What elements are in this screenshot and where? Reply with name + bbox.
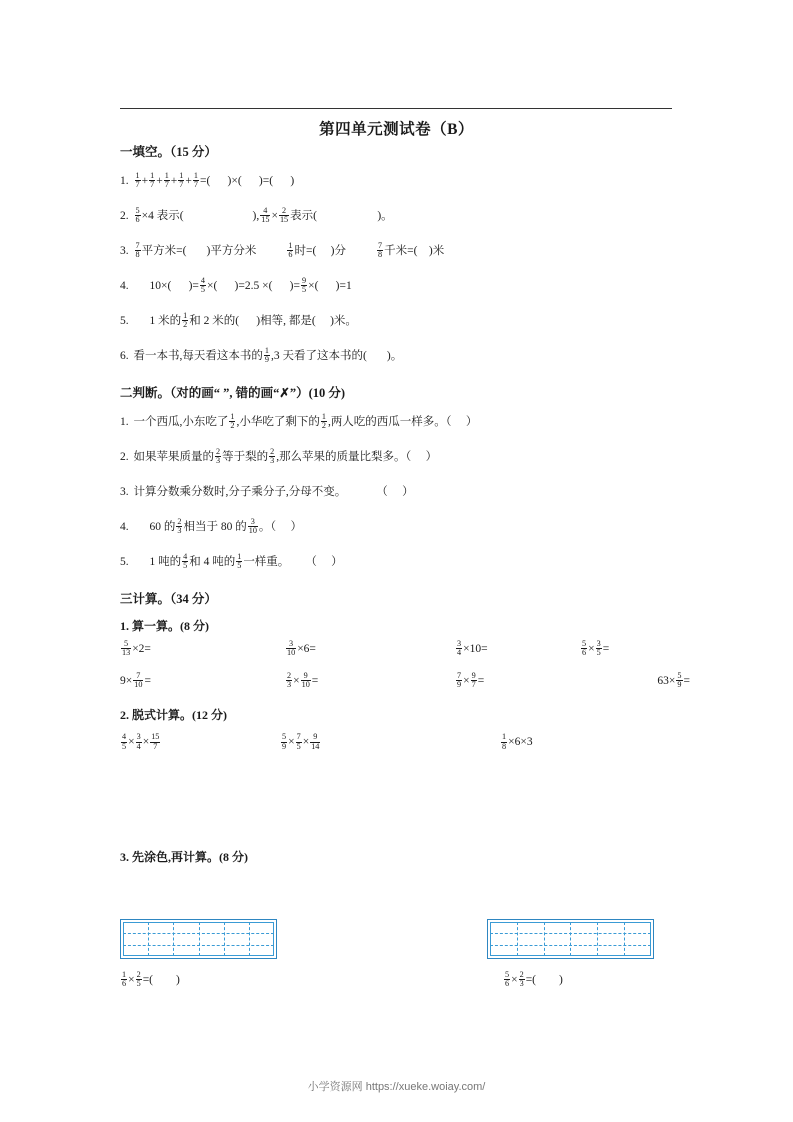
- section-heading-fill: 一填空。（15 分）: [120, 145, 217, 159]
- calc-item: $\frac{4}{5}$ × $\frac{3}{4}$ × $\frac{15}{7}$: [122, 731, 160, 751]
- question-judge-3: 3. 计算分数乘分数时,分子乘分子,分母不变。 （ ）: [120, 486, 414, 498]
- calc-item: 63× $\frac{5}{9}$ =: [657, 670, 690, 690]
- calc-item: $\frac{2}{3}$ × $\frac{9}{10}$ =: [287, 670, 319, 690]
- worksheet-content: [120, 142, 690, 871]
- color-grid-right[interactable]: [487, 919, 654, 959]
- subsection-heading-2: 2. 脱式计算。(12 分): [120, 708, 227, 723]
- calc-row-3: [120, 733, 680, 751]
- calc-item: $\frac{7}{9}$ × $\frac{9}{7}$ =: [457, 670, 485, 690]
- question-judge-5: 5. 1 吨的 $\frac{4}{5}$ 和 4 吨的 $\frac{1}{5}$ 一样重。 （ ）: [120, 551, 343, 571]
- color-expr-right: $\frac{5}{6}$ × $\frac{2}{3}$ =( ): [505, 969, 563, 989]
- page-title: 第四单元测试卷（B）: [319, 121, 474, 138]
- footer-watermark: 小学资源网 https://xueke.woiay.com/: [307, 1081, 486, 1093]
- subsection-heading-1: 1. 算一算。(8 分): [120, 619, 209, 633]
- section-heading-calc: 三计算。（34 分）: [120, 592, 217, 606]
- color-grid-left[interactable]: [120, 919, 277, 959]
- calc-item: $\frac{1}{8}$ ×6×3: [502, 731, 533, 751]
- subsection-heading-3: 3. 先涂色,再计算。(8 分): [120, 849, 248, 864]
- question-fill-6: 6. 看一本书,每天看这本书的 $\frac{1}{9}$ ,3 天看了这本书的( )。: [120, 345, 403, 365]
- question-judge-1: 1. 一个西瓜,小东吃了 $\frac{1}{2}$ ,小华吃了剩下的 $\frac{1}{2}$ ,两人吃的西瓜一样多。（ ）: [120, 411, 478, 431]
- question-fill-5: 5. 1 米的 $\frac{1}{2}$ 和 2 米的( )相等, 都是( )米。: [120, 310, 357, 330]
- calc-item: $\frac{5}{13}$ ×2=: [122, 638, 151, 658]
- calc-item: 9× $\frac{7}{10}$ =: [120, 670, 151, 690]
- color-expr-left: $\frac{1}{6}$ × $\frac{2}{5}$ =( ): [122, 969, 180, 989]
- calc-item: $\frac{3}{4}$ ×10=: [457, 638, 488, 658]
- question-fill-2: 2. $\frac{5}{6}$ ×4 表示( ), $\frac{4}{15}$ × $\frac{2}{15}$ 表示( )。: [120, 205, 393, 225]
- question-fill-4: 4. 10×( )= $\frac{4}{5}$ ×( )=2.5 ×( )= $\frac{9}{5}$ ×( )=1: [120, 275, 352, 295]
- calc-row-1: [120, 640, 680, 658]
- header-rule: [120, 108, 672, 109]
- calc-item: $\frac{3}{10}$ ×6=: [287, 638, 316, 658]
- question-judge-2: 2. 如果苹果质量的 $\frac{2}{3}$ 等于梨的 $\frac{2}{3}$ ,那么苹果的质量比梨多。（ ）: [120, 446, 438, 466]
- calc-row-2: [120, 670, 690, 690]
- calc-item: $\frac{5}{9}$ × $\frac{7}{5}$ × $\frac{9}{14}$: [282, 731, 320, 751]
- question-fill-3: 3. $\frac{7}{8}$ 平方米=( )平方分米 $\frac{1}{6}$ 时=( )分 $\frac{7}{8}$ 千米=( )米: [120, 240, 445, 260]
- calc-item: $\frac{5}{6}$ × $\frac{3}{5}$ =: [582, 638, 610, 658]
- question-fill-1: 1. $\frac{1}{7}$ + $\frac{1}{7}$ + $\frac{1}{7}$ + $\frac{1}{7}$ + $\frac{1}{7}$ =( )×( )=( ): [120, 170, 295, 190]
- question-judge-4: 4. 60 的 $\frac{2}{3}$ 相当于 80 的 $\frac{3}{10}$ 。（ ）: [120, 516, 303, 536]
- section-heading-judge: 二判断。（对的画“ ”, 错的画“✗”）(10 分): [120, 386, 346, 400]
